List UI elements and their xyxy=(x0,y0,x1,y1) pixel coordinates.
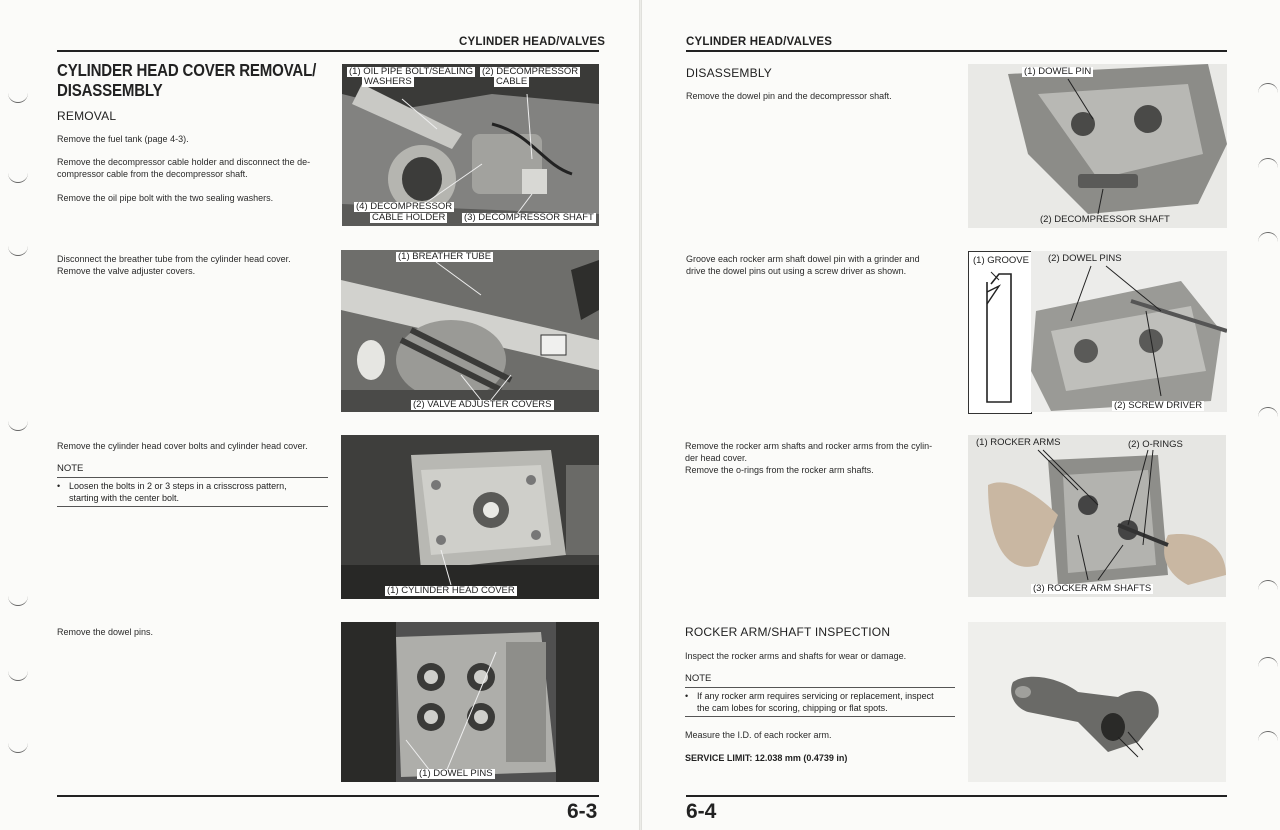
binding-mark xyxy=(1258,83,1278,94)
note-rule xyxy=(685,687,955,688)
service-limit: SERVICE LIMIT: 12.038 mm (0.4739 in) xyxy=(685,753,848,763)
callout-valve-adjuster-covers: (2) VALVE ADJUSTER COVERS xyxy=(413,399,552,410)
callout-decompressor-cable: (2) DECOMPRESSOR xyxy=(482,66,579,77)
note-text: If any rocker arm requires servicing or replacement, inspect xyxy=(697,691,934,701)
note-text: starting with the center bolt. xyxy=(69,492,180,503)
callout-rocker-arm-shafts: (3) ROCKER ARM SHAFTS xyxy=(1033,583,1152,594)
callout-o-rings: (2) O-RINGS xyxy=(1128,439,1183,450)
inspection-text: Inspect the rocker arms and shafts for wear or damage. xyxy=(685,651,907,661)
callout-groove: (1) GROOVE xyxy=(973,255,1029,266)
bullet-glyph: • xyxy=(57,481,61,491)
groove-diagram xyxy=(968,251,1032,414)
callout-dowel-pins: (2) DOWEL PINS xyxy=(1048,253,1122,264)
callout-screw-driver: (2) SCREW DRIVER xyxy=(1114,400,1203,411)
step-text: Remove the cylinder head cover bolts and cylinder head cover. xyxy=(57,441,308,451)
binding-mark xyxy=(1258,232,1278,243)
binding-mark xyxy=(1258,731,1278,742)
callout-dowel-pins: (1) DOWEL PINS xyxy=(419,768,493,779)
header-rule-left xyxy=(57,50,599,52)
photo-breather-tube xyxy=(341,250,599,412)
running-head-right: CYLINDER HEAD/VALVES xyxy=(686,36,833,48)
photo-decompressor xyxy=(342,64,599,226)
note-rule xyxy=(57,506,328,507)
note-label: NOTE xyxy=(57,463,84,474)
note-rule xyxy=(685,716,955,717)
binding-mark xyxy=(1258,407,1278,418)
photo-dowel-pin-decompressor-shaft xyxy=(968,64,1227,228)
step-text: Remove the dowel pins. xyxy=(57,627,154,637)
note-text: Loosen the bolts in 2 or 3 steps in a crisscross pattern, xyxy=(69,481,287,491)
groove-pin-drawing xyxy=(969,252,1031,413)
engine-photo-drawing xyxy=(341,435,599,599)
binding-mark xyxy=(8,670,28,681)
engine-photo-drawing xyxy=(341,250,599,412)
binding-mark xyxy=(8,245,28,256)
binding-mark xyxy=(1258,580,1278,591)
note-label: NOTE xyxy=(685,673,712,684)
callout-rocker-arms: (1) ROCKER ARMS xyxy=(976,437,1061,448)
binding-mark xyxy=(1258,657,1278,668)
note-item xyxy=(57,481,339,504)
step-text: Remove the oil pipe bolt with the two sealing washers. xyxy=(57,193,274,203)
photo-rocker-arms xyxy=(968,435,1226,597)
callout-cable-holder: (4) DECOMPRESSOR xyxy=(356,201,453,212)
step-text: Groove each rocker arm shaft dowel pin with a grinder and xyxy=(686,254,920,264)
header-rule-right xyxy=(686,50,1227,52)
bullet-glyph: • xyxy=(685,691,689,701)
step-text: Disconnect the breather tube from the cylinder head cover. xyxy=(57,254,291,264)
callout-oil-pipe-bolt: WASHERS xyxy=(364,76,412,87)
footer-rule-right xyxy=(686,795,1227,797)
step-text: Remove the dowel pin and the decompressor shaft. xyxy=(686,91,892,101)
callout-cable-holder: CABLE HOLDER xyxy=(372,212,446,223)
note-text: the cam lobes for scoring, chipping or flat spots. xyxy=(697,702,888,713)
callout-decompressor-shaft: (3) DECOMPRESSOR SHAFT xyxy=(464,212,594,223)
callout-decompressor-shaft: (2) DECOMPRESSOR SHAFT xyxy=(1040,214,1170,225)
part-photo-drawing xyxy=(968,622,1226,782)
page-gutter xyxy=(639,0,642,830)
callout-oil-pipe-bolt: (1) OIL PIPE BOLT/SEALING xyxy=(349,66,474,77)
subtitle-disassembly: DISASSEMBLY xyxy=(686,66,773,80)
subtitle-removal: REMOVAL xyxy=(57,109,117,123)
step-text: Remove the decompressor cable holder and disconnect the de- xyxy=(57,157,311,167)
callout-cylinder-head-cover: (1) CYLINDER HEAD COVER xyxy=(387,585,515,596)
binding-mark xyxy=(8,92,28,103)
binding-mark xyxy=(8,742,28,753)
binding-mark xyxy=(1258,158,1278,169)
section-title-line2: DISASSEMBLY xyxy=(57,80,163,100)
photo-dowel-pins xyxy=(341,622,599,782)
step-text: Remove the o-rings from the rocker arm shafts. xyxy=(685,465,874,475)
callout-decompressor-cable: CABLE xyxy=(496,76,528,87)
step-text: der head cover. xyxy=(685,453,748,463)
footer-rule-left xyxy=(57,795,599,797)
step-text: Remove the valve adjuster covers. xyxy=(57,266,196,276)
page-number-left: 6-3 xyxy=(567,800,598,823)
page-number-right: 6-4 xyxy=(686,800,717,823)
note-item xyxy=(685,691,967,714)
inspection-heading: ROCKER ARM/SHAFT INSPECTION xyxy=(685,625,891,639)
part-photo-drawing xyxy=(968,435,1226,597)
part-photo-drawing xyxy=(1031,251,1227,412)
note-rule xyxy=(57,477,328,478)
step-text: drive the dowel pins out using a screw driver as shown. xyxy=(686,266,907,276)
step-text: Remove the rocker arm shafts and rocker arms from the cylin- xyxy=(685,441,933,451)
binding-mark xyxy=(8,420,28,431)
engine-photo-drawing xyxy=(341,622,599,782)
photo-screw-driver xyxy=(1031,251,1227,412)
binding-mark xyxy=(8,172,28,183)
running-head-left: CYLINDER HEAD/VALVES xyxy=(459,36,606,48)
part-photo-drawing xyxy=(968,64,1227,228)
step-text: compressor cable from the decompressor shaft. xyxy=(57,169,248,179)
inspection-text: Measure the I.D. of each rocker arm. xyxy=(685,730,832,740)
photo-rocker-arm-inspection xyxy=(968,622,1226,782)
photo-cylinder-head-cover xyxy=(341,435,599,599)
callout-breather-tube: (1) BREATHER TUBE xyxy=(398,251,492,262)
binding-mark xyxy=(8,595,28,606)
section-title-line1: CYLINDER HEAD COVER REMOVAL/ xyxy=(57,60,317,80)
step-text: Remove the fuel tank (page 4-3). xyxy=(57,134,189,144)
callout-dowel-pin: (1) DOWEL PIN xyxy=(1024,66,1092,77)
